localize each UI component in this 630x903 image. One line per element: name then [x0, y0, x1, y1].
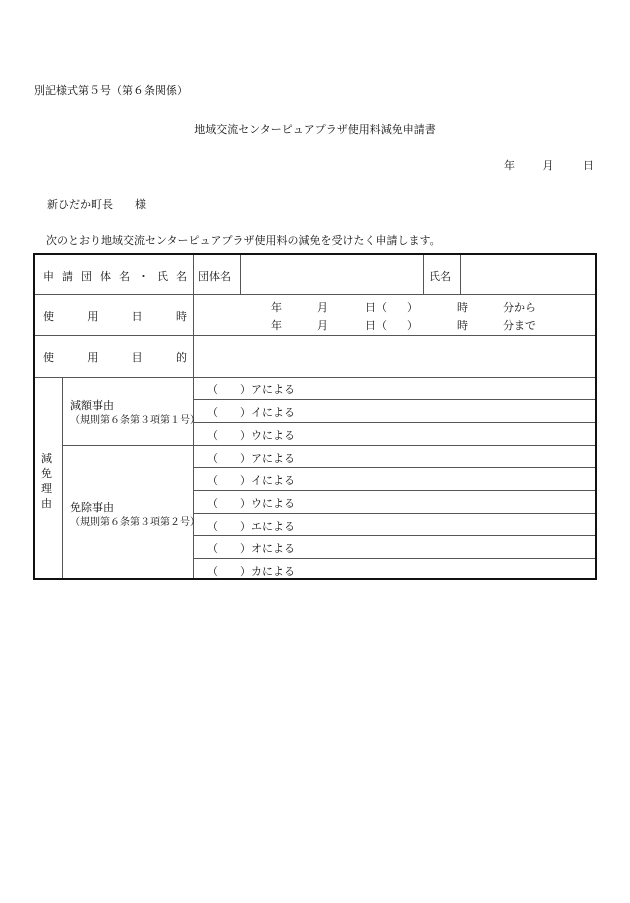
person-name-label: 氏名: [429, 270, 451, 283]
exemption-reason-title: 免除事由: [70, 501, 114, 514]
reduction-reason-label: 減 免 理 由: [41, 452, 52, 510]
document-title: 地域交流センターピュアプラザ使用料減免申請書: [194, 123, 436, 136]
exemption-option-o[interactable]: （ ）オによる: [207, 542, 295, 555]
discount-option-a[interactable]: （ ）アによる: [207, 383, 295, 396]
group-name-field[interactable]: [245, 261, 417, 289]
recipient-honorific: 様: [135, 198, 146, 211]
group-name-label: 団体名: [198, 270, 231, 283]
application-form-table: [33, 253, 597, 580]
purpose-label: 使 用 目 的: [43, 351, 187, 364]
discount-option-i[interactable]: （ ）イによる: [207, 406, 295, 419]
exemption-option-e[interactable]: （ ）エによる: [207, 520, 295, 533]
date-year: 年: [504, 159, 515, 172]
exemption-rule-ref: （規則第６条第３項第２号）: [70, 517, 200, 528]
exemption-option-ka[interactable]: （ ）カによる: [207, 565, 295, 578]
use-datetime-label: 使 用 日 時: [43, 310, 187, 323]
discount-option-u[interactable]: （ ）ウによる: [207, 429, 295, 442]
applicant-label: 申 請 団 体 名 ・ 氏 名: [43, 270, 187, 283]
date-month: 月: [542, 159, 554, 172]
discount-reason-title: 減額事由: [70, 399, 114, 412]
form-number: 別記様式第５号（第６条関係）: [34, 84, 188, 97]
exemption-option-a[interactable]: （ ）アによる: [207, 452, 295, 465]
application-date: [484, 157, 594, 173]
intro-text: 次のとおり地域交流センターピュアプラザ使用料の減免を受けたく申請します。: [46, 234, 441, 247]
datetime-to-row[interactable]: 年 月 日（ ） 時 分まで: [271, 319, 536, 332]
datetime-from-row[interactable]: 年 月 日（ ） 時 分から: [271, 301, 536, 314]
exemption-option-u[interactable]: （ ）ウによる: [207, 497, 295, 510]
date-day: 日: [583, 159, 594, 172]
purpose-field[interactable]: [198, 341, 590, 373]
person-name-field[interactable]: [465, 261, 589, 289]
recipient: [47, 196, 146, 212]
exemption-option-i[interactable]: （ ）イによる: [207, 474, 295, 487]
discount-rule-ref: （規則第６条第３項第１号）: [70, 415, 200, 426]
recipient-name: 新ひだか町長: [47, 198, 113, 211]
